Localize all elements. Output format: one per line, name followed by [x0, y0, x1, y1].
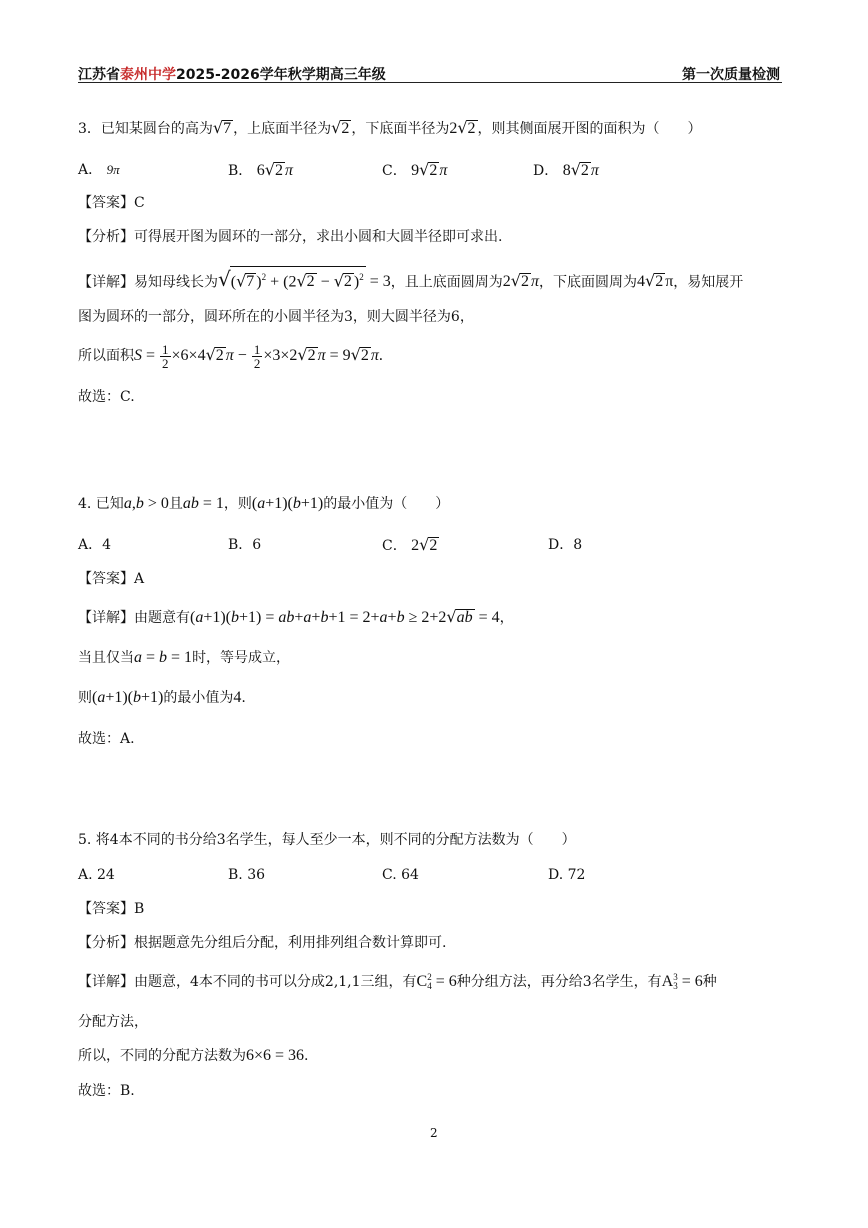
header-left	[78, 64, 386, 84]
page-number: 2	[430, 1126, 438, 1140]
header-school-prefix: 江苏省	[78, 67, 120, 83]
q3-analysis: 【分析】可得展开图为圆环的一部分，求出小圆和大圆半径即可求出.	[78, 229, 503, 245]
q4-detail-line2: 当且仅当a = b = 1时，等号成立，	[78, 649, 291, 666]
q5-detail-line2: 分配方法，	[78, 1014, 148, 1030]
header-term: 2025-2026学年秋学期高三年级	[176, 67, 386, 83]
q4-detail-line3: 则(a+1)(b+1)的最小值为4.	[78, 689, 246, 706]
q4-option-c: C． 2√2	[382, 535, 438, 554]
q3-stem: 3．已知某圆台的高为√7 ，上底面半径为√2 ，下底面半径为2√2 ，则其侧面展开图的面积为（ ）	[78, 118, 702, 137]
q5-stem: 5. 将4本不同的书分给3名学生，每人至少一本，则不同的分配方法数为（ ）	[78, 832, 576, 848]
q5-analysis: 【分析】根据题意先分组后分配，利用排列组合数计算即可.	[78, 935, 447, 951]
q5-answer: 【答案】B	[78, 901, 145, 917]
q5-option-a: A. 24	[78, 867, 115, 883]
header-school-name: 泰州中学	[120, 67, 176, 83]
q5-option-c: C. 64	[382, 867, 419, 883]
q3-option-a: A． 9π	[78, 162, 120, 178]
header-right: 第一次质量检测	[682, 67, 780, 83]
q3-option-b: B． 6√2 π	[228, 160, 293, 179]
q5-option-d: D. 72	[548, 867, 586, 883]
q4-detail-line1: 【详解】由题意有(a+1)(b+1) = ab+a+b+1 = 2+a+b ≥ 2+2√ab = 4，	[78, 607, 514, 626]
q4-option-d: D．8	[548, 537, 583, 553]
q3-option-c: C． 9√2 π	[382, 160, 448, 179]
q5-option-b: B. 36	[228, 867, 266, 883]
q4-option-b: B．6	[228, 537, 262, 553]
q3-detail-line3: 所以面积S = $\frac{1}{2}$ ×6×4√2 π − $\frac{1}{2}$ ×3×2√2 π = 9√2 π.	[78, 342, 383, 371]
q3-option-d: D． 8√2 π	[533, 160, 599, 179]
q3-detail-line2: 图为圆环的一部分，圆环所在的小圆半径为3，则大圆半径为6，	[78, 309, 474, 325]
q5-conclusion: 故选：B.	[78, 1083, 135, 1099]
q4-answer: 【答案】A	[78, 571, 145, 587]
q5-detail-line1: 【详解】由题意，4本不同的书可以分成2,1,1三组，有C 2 4 = 6种分组方法，再分给3名学生，有A 3 3 = 6种	[78, 972, 717, 992]
q3-conclusion: 故选：C.	[78, 389, 135, 405]
header-divider	[78, 82, 782, 83]
q4-option-a: A．4	[78, 537, 112, 553]
q4-stem: 4. 已知a,b > 0且ab = 1，则(a+1)(b+1)的最小值为（ ）	[78, 495, 450, 512]
q5-detail-line3: 所以，不同的分配方法数为6×6 = 36.	[78, 1047, 309, 1064]
q4-conclusion: 故选：A.	[78, 731, 135, 747]
q3-answer: 【答案】C	[78, 195, 145, 211]
q3-detail-line1: 【详解】易知母线长为√(√7 )$^2$ + (2√2 − √2 )$^2$ = 3，且上底面圆周为2√2 π，下底面圆周为4√2 π，易知展开	[78, 267, 744, 292]
